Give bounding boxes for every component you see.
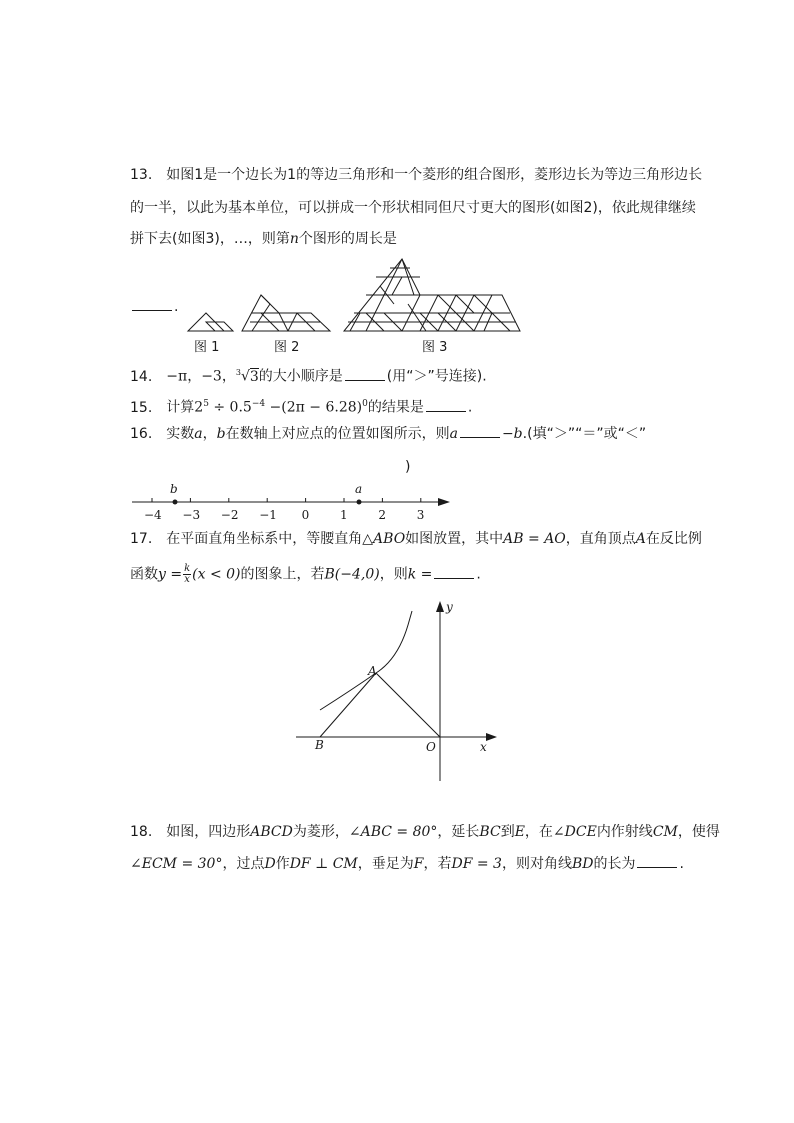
q17-text-1d: 在反比例 <box>645 531 702 547</box>
q16-tail: .(填“＞”“＝”或“＜” <box>522 426 647 442</box>
q17-fraction <box>183 564 191 585</box>
q18-bd: BD <box>571 856 594 872</box>
q13-text-3b: 个图形的周长是 <box>298 231 397 247</box>
q17-text-2b: 的图象上，若 <box>240 566 325 583</box>
q17-label-a: A <box>368 664 377 678</box>
q13-figures <box>180 255 530 360</box>
q18-e: E <box>514 824 525 840</box>
q16-line <box>130 425 646 443</box>
q16-close-line <box>405 458 410 476</box>
q17-segment-ao <box>376 673 440 737</box>
q14-root-radicand: 3 <box>249 368 259 385</box>
q17-text-2a: 函数 <box>130 566 158 583</box>
q15-answer-blank <box>426 399 466 412</box>
q15-mid: ÷ 0.5 <box>208 399 252 416</box>
q17-text-1a: 在平面直角坐标系中，等腰直角 <box>166 531 363 547</box>
q14-answer-blank <box>345 368 385 381</box>
q16-point-b-label: b <box>170 482 178 496</box>
q17-text-2c: ，则 <box>379 566 408 583</box>
q17-point-a-ref: A <box>635 531 646 547</box>
q15-number: 15. <box>130 399 153 416</box>
q17-point-b-coord: B(−4,0) <box>324 566 380 583</box>
q14-tail-b: (用“＞”号连接). <box>386 368 487 385</box>
q13-text-2: 的一半，以此为基本单位，可以拼成一个形状相同但尺寸更大的图形(如图2)，依此规律继续 <box>130 200 696 216</box>
q14-root-index: 3 <box>235 368 241 377</box>
q18-angle-abc: ∠ABC = 80° <box>348 824 438 840</box>
q16-tick-label: 0 <box>301 508 310 522</box>
q18-cm: CM <box>652 824 678 840</box>
q13-line2 <box>130 199 696 217</box>
q17-graph <box>290 595 505 785</box>
q13-fig1-caption: 图 1 <box>194 340 220 355</box>
q13-figure-1 <box>188 313 233 331</box>
q14-root-sign: √ <box>240 368 250 385</box>
q18-text-1f: 内作射线 <box>596 824 653 840</box>
q17-frac-den: x <box>184 574 190 585</box>
q18-text-2c: ，垂足为 <box>357 856 414 872</box>
q16-tick-label: −2 <box>220 508 239 522</box>
q17-y-arrow <box>436 601 444 612</box>
q17-text-1c: ，直角顶点 <box>565 531 636 547</box>
q17-k-eq: k = <box>407 566 433 583</box>
q15-end: . <box>467 399 473 416</box>
q18-text-2e: ，则对角线 <box>501 856 572 872</box>
q18-d: D <box>264 856 276 872</box>
q13-text-3a: 拼下去(如图3)，…，则第 <box>130 231 290 247</box>
q18-text-2b: 作 <box>275 856 290 872</box>
q18-end: . <box>679 856 684 872</box>
q16-tick-label: −4 <box>144 508 162 522</box>
q13-fig2-caption: 图 2 <box>274 340 300 355</box>
q16-close: ) <box>405 459 411 475</box>
q17-end: . <box>476 566 481 583</box>
q16-mid: 在数轴上对应点的位置如图所示，则 <box>225 426 450 442</box>
q17-x-arrow <box>486 733 497 741</box>
q18-angle-dce: ∠DCE <box>552 824 597 840</box>
q13-end: . <box>174 299 179 315</box>
q16-tick-label: −1 <box>259 508 277 522</box>
q18-line1 <box>130 823 720 841</box>
q18-abcd: ABCD <box>250 824 293 840</box>
q17-frac-num: k <box>184 563 191 574</box>
q15-pre: 计算 <box>166 399 195 416</box>
q18-f: F <box>413 856 424 872</box>
q16-point-a-label: a <box>355 482 363 496</box>
q16-answer-blank <box>460 425 500 438</box>
q17-label-b: B <box>315 738 324 752</box>
q16-tick-label: 3 <box>416 508 425 522</box>
q17-answer-blank <box>434 566 474 579</box>
q13-answer-blank <box>132 298 172 311</box>
q17-line1 <box>130 530 702 548</box>
q18-text-2a: ，过点 <box>222 856 265 872</box>
q18-line2 <box>130 855 684 873</box>
q16-neg-b: −b <box>501 426 523 442</box>
q13-text-1: 如图1是一个边长为1的等边三角形和一个菱形的组合图形，菱形边长为等边三角形边长 <box>166 167 703 183</box>
q18-text-2d: ，若 <box>423 856 452 872</box>
q17-number: 17. <box>130 531 153 547</box>
q14-line <box>130 364 487 386</box>
q16-a: a <box>194 426 203 442</box>
q17-text-1b: 如图放置，其中 <box>405 531 504 547</box>
q18-answer-blank <box>637 855 677 868</box>
q17-label-o: O <box>426 740 436 754</box>
q15-base1: 2 <box>194 399 204 416</box>
q13-line1 <box>130 166 702 184</box>
q18-perp: DF ⊥ CM <box>289 856 358 872</box>
q13-answer-line <box>130 298 178 316</box>
q17-line2 <box>130 564 481 585</box>
q18-text-1e: ，在 <box>524 824 553 840</box>
q13-n: n <box>289 231 299 247</box>
q18-text-2f: 的长为 <box>593 856 636 872</box>
q17-equality: AB = AO <box>503 531 566 547</box>
q16-number: 16. <box>130 426 153 442</box>
q15-paren: −(2π − 6.28) <box>265 399 363 416</box>
q17-condition: (x < 0) <box>192 566 241 583</box>
q18-df: DF = 3 <box>451 856 502 872</box>
q18-angle-ecm: ∠ECM = 30° <box>130 856 223 872</box>
q16-point-a <box>357 500 362 505</box>
q17-triangle: △ABO <box>362 531 406 547</box>
q13-fig3-caption: 图 3 <box>422 340 448 355</box>
q18-text-1c: ，延长 <box>437 824 480 840</box>
q18-number: 18. <box>130 824 153 840</box>
q13-line3 <box>130 230 397 248</box>
q16-pre: 实数 <box>166 426 195 442</box>
q15-line <box>130 395 472 417</box>
q16-tick-label: 1 <box>340 508 348 522</box>
q18-text-1b: 为菱形， <box>292 824 349 840</box>
q16-b: b <box>216 426 226 442</box>
q16-comma: ， <box>202 426 217 442</box>
q16-a2: a <box>449 426 458 442</box>
q15-exp3: 0 <box>362 399 368 409</box>
q17-label-x: x <box>480 740 487 754</box>
q14-number: 14. <box>130 368 153 385</box>
q16-tick-label: −3 <box>182 508 201 522</box>
q13-figure-2 <box>242 295 330 331</box>
q14-expr: −π，−3， <box>166 368 236 385</box>
q17-y-eq: y = <box>158 566 183 583</box>
q17-label-y: y <box>446 600 453 614</box>
q14-tail-a: 的大小顺序是 <box>258 368 343 385</box>
q15-tail: 的结果是 <box>367 399 424 416</box>
q13-number: 13. <box>130 167 153 183</box>
q16-axis-arrow <box>438 498 450 506</box>
q18-text-1g: ，使得 <box>677 824 720 840</box>
q18-bc: BC <box>479 824 501 840</box>
q18-text-1d: 到 <box>500 824 515 840</box>
q16-tick-label: 2 <box>378 508 387 522</box>
q16-point-b <box>173 500 178 505</box>
q15-exp2: −4 <box>251 399 266 409</box>
q13-figure-3 <box>344 259 520 331</box>
q18-text-1a: 如图，四边形 <box>166 824 251 840</box>
q15-exp1: 5 <box>203 399 209 409</box>
q16-number-line <box>128 478 458 522</box>
